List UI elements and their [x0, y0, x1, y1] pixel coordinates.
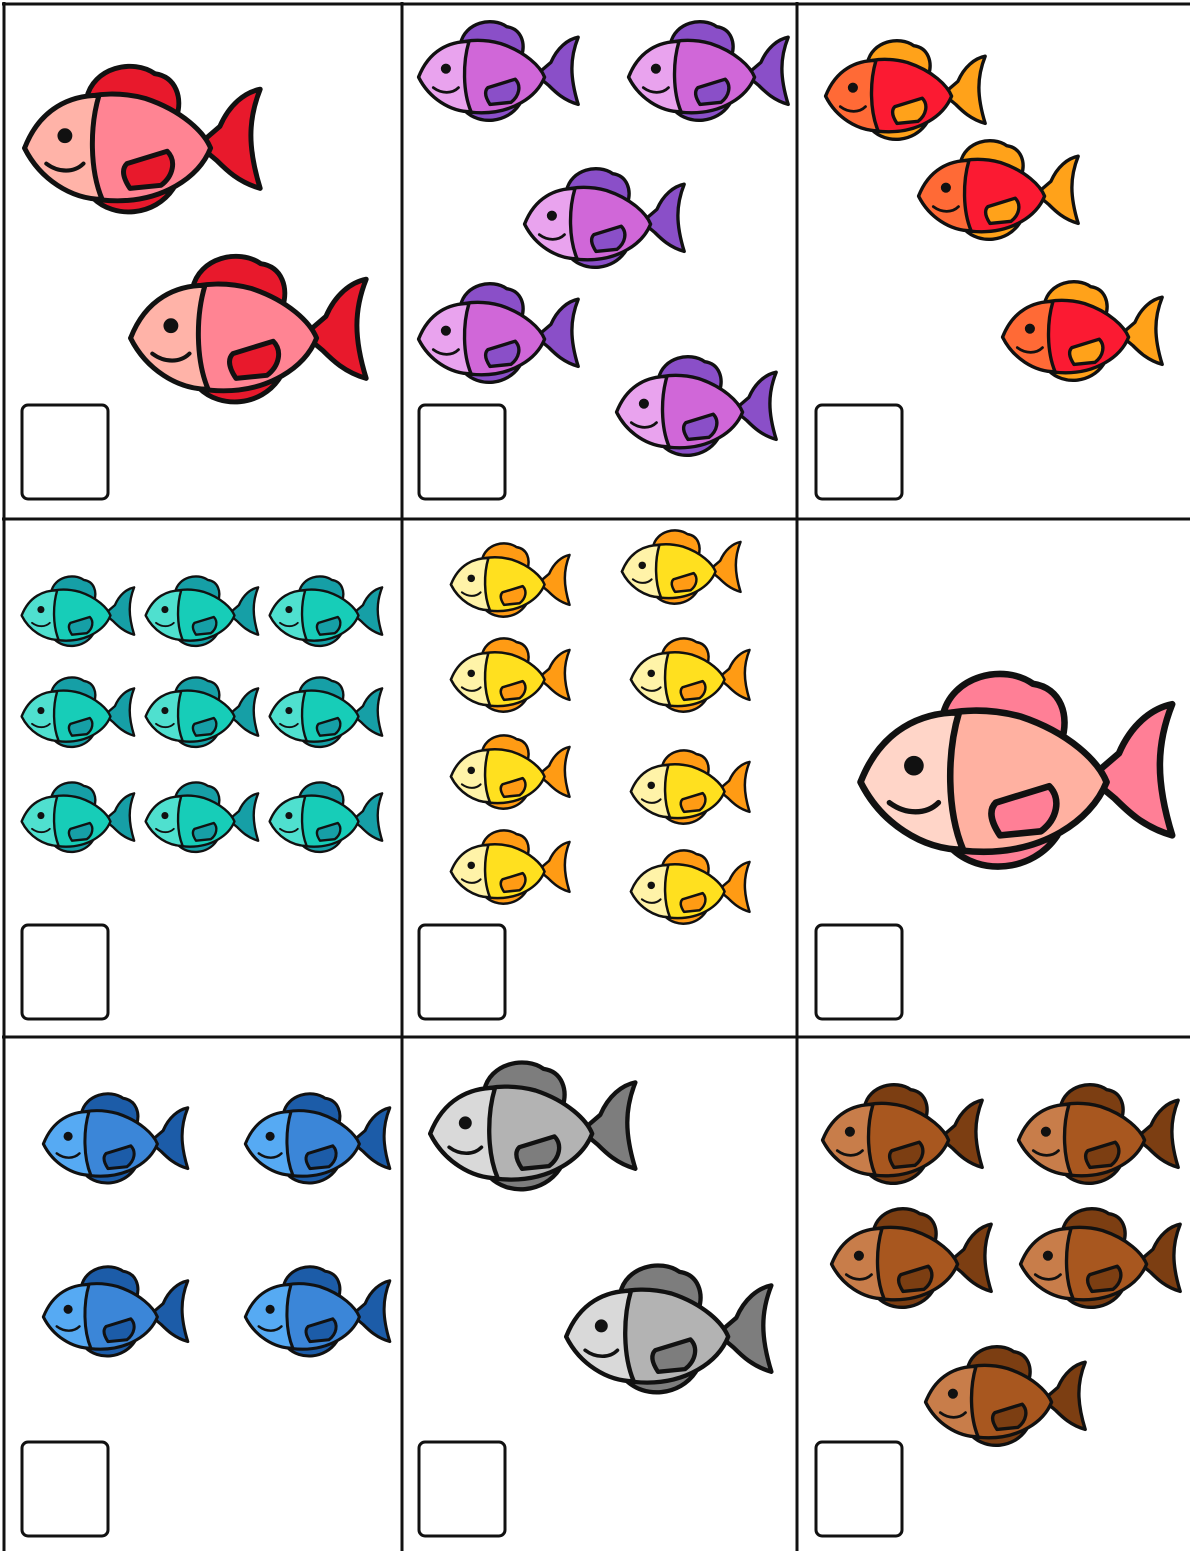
fish-icon	[25, 66, 261, 212]
answer-box[interactable]	[22, 405, 108, 499]
fish-icon	[419, 22, 579, 121]
fish-icon	[270, 576, 382, 646]
fish-icon	[43, 1267, 187, 1356]
fish-icon	[430, 1062, 635, 1189]
answer-box[interactable]	[419, 925, 505, 1019]
fish-icon	[525, 169, 685, 268]
fish-icon	[451, 638, 570, 711]
fish-icon	[823, 1085, 983, 1184]
fish-icon	[1021, 1209, 1181, 1308]
fish-icon	[270, 782, 382, 852]
fish-icon	[631, 750, 750, 823]
fish-icon	[826, 41, 986, 140]
fish-icon	[22, 576, 134, 646]
fish-icon	[146, 677, 258, 747]
cell-yellow-fish	[419, 530, 750, 1019]
fish-icon	[631, 638, 750, 711]
fish-icon	[43, 1094, 187, 1183]
fish-icon	[22, 782, 134, 852]
fish-icon	[1019, 1085, 1179, 1184]
fish-icon	[146, 576, 258, 646]
fish-icon	[926, 1347, 1086, 1446]
cell-red-fish	[22, 66, 366, 499]
fish-icon	[245, 1094, 389, 1183]
fish-icon	[617, 357, 777, 456]
cell-teal-fish	[22, 576, 382, 1019]
answer-box[interactable]	[22, 925, 108, 1019]
answer-box[interactable]	[816, 925, 902, 1019]
fish-icon	[919, 141, 1079, 240]
fish-icon	[622, 530, 741, 603]
fish-icon	[451, 735, 570, 808]
fish-icon	[1003, 282, 1163, 381]
fish-icon	[245, 1267, 389, 1356]
fish-icon	[270, 677, 382, 747]
fish-icon	[131, 256, 367, 402]
cell-gray-fish	[419, 1062, 771, 1536]
fish-icon	[146, 782, 258, 852]
answer-box[interactable]	[22, 1442, 108, 1536]
cell-blue-fish	[22, 1094, 390, 1536]
fish-icon	[451, 543, 570, 616]
answer-box[interactable]	[419, 1442, 505, 1536]
fish-icon	[419, 284, 579, 383]
cell-purple-fish	[419, 22, 789, 499]
cell-peach-fish	[816, 674, 1172, 1019]
fish-icon	[631, 850, 750, 923]
fish-icon	[22, 677, 134, 747]
cell-brown-fish	[816, 1085, 1180, 1536]
fish-icon	[566, 1265, 771, 1392]
answer-box[interactable]	[816, 1442, 902, 1536]
fish-icon	[629, 22, 789, 121]
cell-orange-red-fish	[816, 41, 1162, 499]
answer-box[interactable]	[816, 405, 902, 499]
fish-icon	[451, 830, 570, 903]
cells-layer	[22, 22, 1181, 1536]
answer-box[interactable]	[419, 405, 505, 499]
fish-icon	[861, 674, 1173, 867]
fish-icon	[832, 1209, 992, 1308]
